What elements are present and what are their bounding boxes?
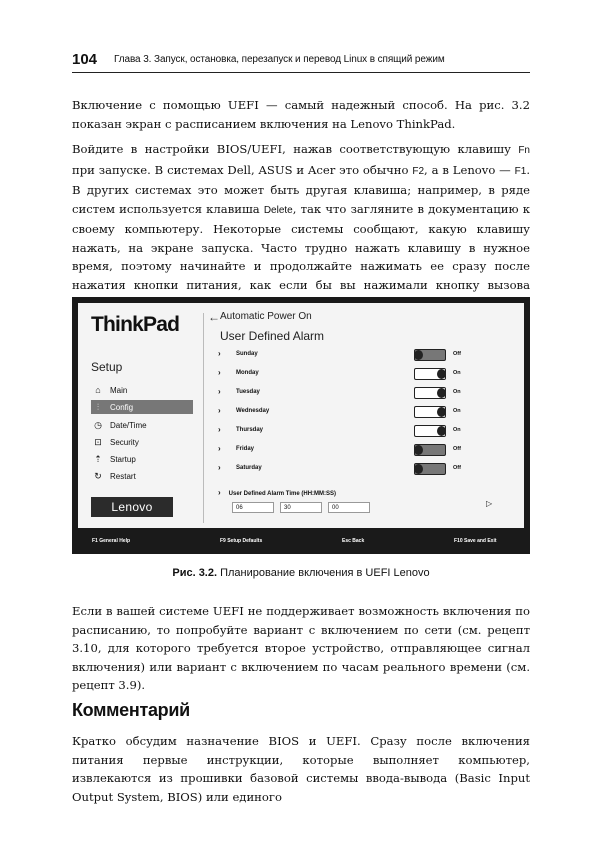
toggle-switch[interactable] — [414, 368, 446, 380]
nav-item-date-time[interactable]: ◷ Date/Time — [91, 418, 193, 432]
lock-icon: ⊡ — [94, 437, 102, 447]
chevron-right-icon: › — [218, 463, 221, 472]
footer-f10-save[interactable]: F10 Save and Exit — [454, 538, 497, 544]
paragraph-comment: Кратко обсудим назначение BIOS и UEFI. Сразу после включения питания первые инструкции, которые выполняет компьютер, извлекаются из прошивки базовой системы ввода-вывода (Basic Input Output System, BIOS) или единого — [72, 734, 530, 804]
day-row-thursday[interactable]: › Thursday On — [218, 424, 518, 438]
day-row-sunday[interactable]: › Sunday Off — [218, 348, 518, 362]
toggle-switch[interactable] — [414, 444, 446, 456]
caption-text: Планирование включения в UEFI Lenovo — [217, 567, 430, 579]
home-icon: ⌂ — [95, 385, 101, 395]
chevron-right-icon: › — [218, 425, 221, 434]
chapter-title: Глава 3. Запуск, остановка, перезапуск и перевод Linux в спящий режим — [114, 54, 445, 65]
running-header — [72, 50, 530, 73]
setup-label: Setup — [91, 360, 123, 374]
uefi-main-panel — [208, 303, 524, 528]
toggle-switch[interactable] — [414, 349, 446, 361]
uefi-sidebar — [78, 303, 200, 528]
day-row-friday[interactable]: › Friday Off — [218, 443, 518, 457]
thinkpad-logo: ThinkPad — [91, 313, 180, 336]
nav-item-restart[interactable]: ↻ Restart — [91, 469, 193, 483]
key-delete: Delete — [263, 204, 293, 216]
alarm-minutes-field[interactable]: 30 — [280, 502, 322, 513]
chevron-right-icon: › — [218, 368, 221, 377]
paragraph-uefi-intro: Включение с помощью UEFI — самый надежный способ. На рис. 3.2 показан экран с расписанием включения на Lenovo ThinkPad. — [72, 98, 530, 131]
clock-icon: ◷ — [94, 420, 102, 430]
sidebar-divider — [203, 313, 204, 523]
figure-uefi-screenshot — [72, 297, 530, 554]
footer-f9-defaults[interactable]: F9 Setup Defaults — [220, 538, 263, 544]
alarm-time-label: › User Defined Alarm Time (HH:MM:SS) — [218, 488, 337, 497]
key-f1: F1 — [514, 165, 527, 177]
panel-title: Automatic Power On — [220, 311, 312, 322]
footer-esc-back[interactable]: Esc Back — [342, 538, 365, 544]
key-fn: Fn — [518, 145, 530, 156]
uefi-footer-bar — [78, 534, 524, 550]
nav-item-main[interactable]: ⌂ Main — [91, 383, 193, 397]
page-number: 104 — [72, 51, 98, 68]
alarm-seconds-field[interactable]: 00 — [328, 502, 370, 513]
day-row-monday[interactable]: › Monday On — [218, 367, 518, 381]
alarm-hours-field[interactable]: 06 — [232, 502, 274, 513]
startup-icon: ⇡ — [94, 454, 102, 464]
mouse-cursor-icon: ▷ — [486, 499, 493, 508]
chevron-right-icon: › — [218, 387, 221, 396]
day-row-tuesday[interactable]: › Tuesday On — [218, 386, 518, 400]
toggle-switch[interactable] — [414, 463, 446, 475]
chevron-right-icon: › — [218, 488, 221, 497]
key-f2: F2 — [412, 165, 425, 177]
chevron-right-icon: › — [218, 406, 221, 415]
restart-icon: ↻ — [94, 471, 102, 481]
section-heading: Комментарий — [72, 700, 190, 720]
nav-item-startup[interactable]: ⇡ Startup — [91, 452, 193, 466]
paragraph-bios-keys: Войдите в настройки BIOS/UEFI, нажав соответствующую клавишу Fn при запуске. В системах Dell, ASUS и Acer это обычно F2, а в Lenovo — F1. В других системах это может быть другая клавиша; например, в ряде систем используется клавиша Delete, так что загляните в документацию к своему компьютеру. Некоторые системы сообщают, какую клавишу нажать, на экране запуска. Часто трудно нажать клавишу в нужное время, поэтому начинайте и продолжайте нажимать ее сразу после нажатия кнопки питания, как если бы вы нажимали кнопку вызова — [72, 142, 530, 292]
toggle-switch[interactable] — [414, 425, 446, 437]
panel-subtitle: User Defined Alarm — [220, 329, 325, 343]
sliders-icon: ⫶ — [96, 402, 100, 412]
caption-label: Рис. 3.2. — [172, 567, 218, 579]
footer-f1-help[interactable]: F1 General Help — [92, 538, 131, 544]
back-arrow-icon[interactable]: ← — [208, 310, 220, 324]
chevron-right-icon: › — [218, 349, 221, 358]
figure-caption — [72, 567, 530, 579]
day-row-saturday[interactable]: › Saturday Off — [218, 462, 518, 476]
toggle-switch[interactable] — [414, 406, 446, 418]
day-row-wednesday[interactable]: › Wednesday On — [218, 405, 518, 419]
paragraph-alternatives: Если в вашей системе UEFI не поддерживает возможность включения по расписанию, то попробуйте вариант с включением по сети (см. рецепт 3.10, для которого требуется второе устройство, отправляющее сигнал включения) или вариант с включением по часам реального времени (см. рецепт 3.9). — [72, 604, 530, 692]
nav-item-config[interactable]: ⫶ Config — [91, 400, 193, 414]
nav-item-security[interactable]: ⊡ Security — [91, 435, 193, 449]
toggle-switch[interactable] — [414, 387, 446, 399]
lenovo-logo: Lenovo — [91, 497, 173, 517]
uefi-screen — [78, 303, 524, 528]
chevron-right-icon: › — [218, 444, 221, 453]
